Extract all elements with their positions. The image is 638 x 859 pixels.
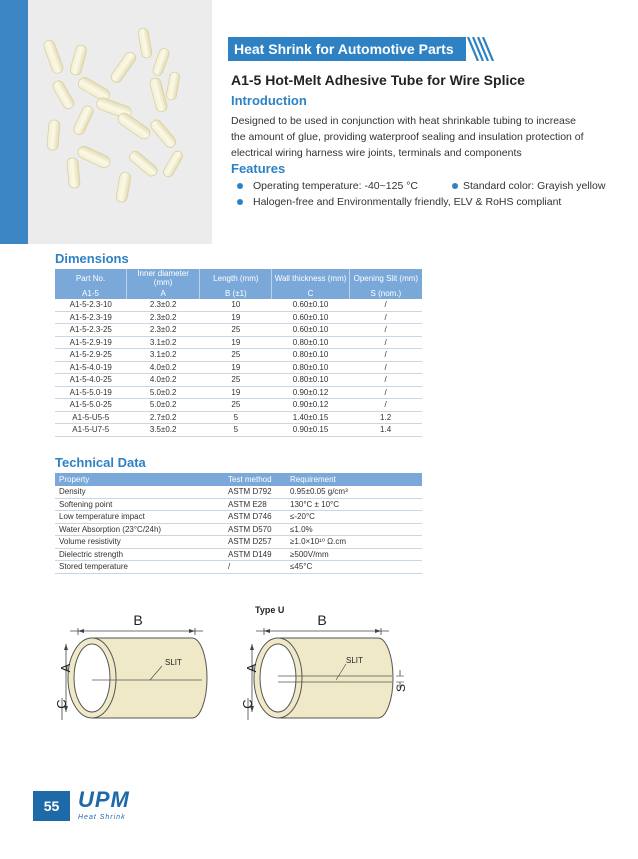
table-cell: ASTM D746 — [224, 511, 286, 524]
dimensions-table — [55, 269, 422, 437]
technical-data-table — [55, 473, 422, 574]
table-cell: / — [349, 361, 422, 374]
column-header: Length (mm) — [200, 269, 272, 287]
table-cell: 1.40±0.15 — [272, 411, 349, 424]
side-accent-strip — [0, 0, 28, 244]
table-row — [55, 361, 422, 374]
label-a: A — [244, 663, 259, 673]
table-cell: A1-5-2.9-19 — [55, 336, 127, 349]
type-u-label: Type U — [255, 605, 285, 615]
table-cell: 0.60±0.10 — [272, 299, 349, 311]
label-a: A — [58, 663, 73, 673]
table-cell: A1-5-2.3-10 — [55, 299, 127, 311]
column-subheader: S (nom.) — [349, 287, 422, 299]
table-cell: 3.5±0.2 — [127, 424, 200, 437]
table-cell: Density — [55, 486, 224, 498]
table-cell: 0.90±0.15 — [272, 424, 349, 437]
column-subheader: B (±1) — [200, 287, 272, 299]
features-heading: Features — [231, 161, 286, 176]
table-cell: 5 — [200, 424, 272, 437]
feature-item — [452, 180, 605, 192]
column-subheader: C — [272, 287, 349, 299]
label-c: C — [54, 699, 69, 709]
table-cell: 2.3±0.2 — [127, 299, 200, 311]
table-cell: Low temperature impact — [55, 511, 224, 524]
table-row — [55, 548, 422, 561]
table-cell: A1-5-U7-5 — [55, 424, 127, 437]
table-cell: A1-5-2.9-25 — [55, 349, 127, 362]
table-cell: 19 — [200, 386, 272, 399]
column-header: Test method — [224, 473, 286, 486]
category-title-bar: Heat Shrink for Automotive Parts — [228, 37, 466, 61]
table-cell: / — [349, 336, 422, 349]
table-cell: / — [349, 399, 422, 412]
column-subheader: A — [127, 287, 200, 299]
dimensions-heading: Dimensions — [55, 251, 129, 266]
bullet-icon — [237, 183, 243, 189]
table-header-row — [55, 287, 422, 299]
label-s: S — [394, 683, 408, 693]
table-row — [55, 523, 422, 536]
column-header: Wall thickness (mm) — [272, 269, 349, 287]
table-cell: / — [224, 561, 286, 574]
table-cell: 4.0±0.2 — [127, 361, 200, 374]
table-row — [55, 399, 422, 412]
table-cell: ASTM E28 — [224, 498, 286, 511]
feature-item — [237, 180, 418, 192]
table-cell: ≥500V/mm — [286, 548, 422, 561]
table-row — [55, 311, 422, 324]
column-header: Part No. — [55, 269, 127, 287]
table-cell: A1-5-4.0-25 — [55, 374, 127, 387]
bullet-icon — [452, 183, 458, 189]
table-row — [55, 349, 422, 362]
table-cell: 0.80±0.10 — [272, 361, 349, 374]
bullet-icon — [237, 199, 243, 205]
table-cell: / — [349, 311, 422, 324]
introduction-text: Designed to be used in conjunction with heat shrinkable tubing to increase the amount of glue, providing waterproof sealing and insulation protection of electrical wiring harness wire joints, terminals and components — [231, 115, 584, 159]
table-cell: 0.80±0.10 — [272, 374, 349, 387]
page-number: 55 — [33, 791, 70, 821]
table-cell: 2.7±0.2 — [127, 411, 200, 424]
table-cell: A1-5-5.0-25 — [55, 399, 127, 412]
table-header-row — [55, 269, 422, 287]
table-cell: 19 — [200, 336, 272, 349]
column-header: Inner diameter (mm) — [127, 269, 200, 287]
table-cell: 2.3±0.2 — [127, 311, 200, 324]
adhesive-tubes-image — [28, 0, 212, 244]
table-cell: 130°C ± 10°C — [286, 498, 422, 511]
table-row — [55, 374, 422, 387]
table-cell: Volume resistivity — [55, 536, 224, 549]
table-cell: 19 — [200, 361, 272, 374]
table-cell: / — [349, 324, 422, 337]
feature-text: Halogen-free and Environmentally friendly, ELV & RoHS compliant — [253, 196, 562, 208]
table-cell: ≤1.0% — [286, 523, 422, 536]
table-row — [55, 411, 422, 424]
label-b: B — [133, 612, 143, 628]
table-cell: Stored temperature — [55, 561, 224, 574]
table-row — [55, 386, 422, 399]
table-cell: 25 — [200, 324, 272, 337]
table-row — [55, 424, 422, 437]
table-cell: 5.0±0.2 — [127, 399, 200, 412]
introduction-heading: Introduction — [231, 93, 307, 108]
table-cell: 10 — [200, 299, 272, 311]
technical-data-heading: Technical Data — [55, 455, 146, 470]
table-cell: 0.90±0.12 — [272, 386, 349, 399]
type-u-tube-diagram — [240, 605, 408, 720]
table-cell: 0.80±0.10 — [272, 349, 349, 362]
table-cell: ≤45°C — [286, 561, 422, 574]
table-cell: 5.0±0.2 — [127, 386, 200, 399]
brand-tagline: Heat Shrink — [78, 814, 126, 821]
column-subheader: A1-5 — [55, 287, 127, 299]
table-row — [55, 486, 422, 498]
table-cell: A1-5-2.3-19 — [55, 311, 127, 324]
table-cell: 4.0±0.2 — [127, 374, 200, 387]
table-cell: 2.3±0.2 — [127, 324, 200, 337]
label-b: B — [317, 612, 327, 628]
tube-dimension-diagrams — [0, 600, 638, 730]
table-row — [55, 536, 422, 549]
table-cell: 1.2 — [349, 411, 422, 424]
table-cell: A1-5-4.0-19 — [55, 361, 127, 374]
table-cell: A1-5-2.3-25 — [55, 324, 127, 337]
table-cell: 1.4 — [349, 424, 422, 437]
table-cell: 25 — [200, 374, 272, 387]
table-cell: 0.80±0.10 — [272, 336, 349, 349]
table-cell: A1-5-5.0-19 — [55, 386, 127, 399]
table-cell: ≥1.0×10¹⁰ Ω.cm — [286, 536, 422, 549]
title-stripes-decoration — [466, 37, 496, 61]
table-cell: 19 — [200, 311, 272, 324]
table-cell: 0.60±0.10 — [272, 311, 349, 324]
product-photo — [28, 0, 212, 244]
feature-text: Operating temperature: -40~125 °C — [253, 180, 419, 192]
table-row — [55, 561, 422, 574]
table-cell: 5 — [200, 411, 272, 424]
table-cell: Dielectric strength — [55, 548, 224, 561]
label-c: C — [240, 699, 255, 709]
table-cell: A1-5-U5-5 — [55, 411, 127, 424]
label-slit: SLIT — [165, 658, 182, 667]
table-cell: Softening point — [55, 498, 224, 511]
table-cell: / — [349, 299, 422, 311]
standard-tube-diagram — [54, 612, 207, 720]
table-cell: 0.95±0.05 g/cm³ — [286, 486, 422, 498]
feature-text: Standard color: Grayish yellow — [463, 180, 606, 192]
table-row — [55, 299, 422, 311]
table-row — [55, 498, 422, 511]
table-cell: ASTM D257 — [224, 536, 286, 549]
product-title: A1-5 Hot-Melt Adhesive Tube for Wire Splice — [231, 72, 525, 88]
table-cell: 3.1±0.2 — [127, 349, 200, 362]
table-row — [55, 336, 422, 349]
table-cell: ASTM D570 — [224, 523, 286, 536]
column-header: Requirement — [286, 473, 422, 486]
table-cell: ≤-20°C — [286, 511, 422, 524]
table-cell: / — [349, 386, 422, 399]
brand-name: UPM — [78, 787, 130, 812]
table-header-row — [55, 473, 422, 486]
brand-logo — [78, 788, 130, 821]
table-cell: / — [349, 349, 422, 362]
table-cell: / — [349, 374, 422, 387]
feature-item — [237, 196, 561, 208]
table-cell: 25 — [200, 399, 272, 412]
table-cell: 0.60±0.10 — [272, 324, 349, 337]
table-row — [55, 324, 422, 337]
table-cell: 25 — [200, 349, 272, 362]
table-cell: ASTM D149 — [224, 548, 286, 561]
table-row — [55, 511, 422, 524]
table-cell: 0.90±0.12 — [272, 399, 349, 412]
table-cell: 3.1±0.2 — [127, 336, 200, 349]
table-cell: Water Absorption (23°C/24h) — [55, 523, 224, 536]
column-header: Property — [55, 473, 224, 486]
table-cell: ASTM D792 — [224, 486, 286, 498]
label-slit: SLIT — [346, 656, 363, 665]
column-header: Opening Slit (mm) — [349, 269, 422, 287]
